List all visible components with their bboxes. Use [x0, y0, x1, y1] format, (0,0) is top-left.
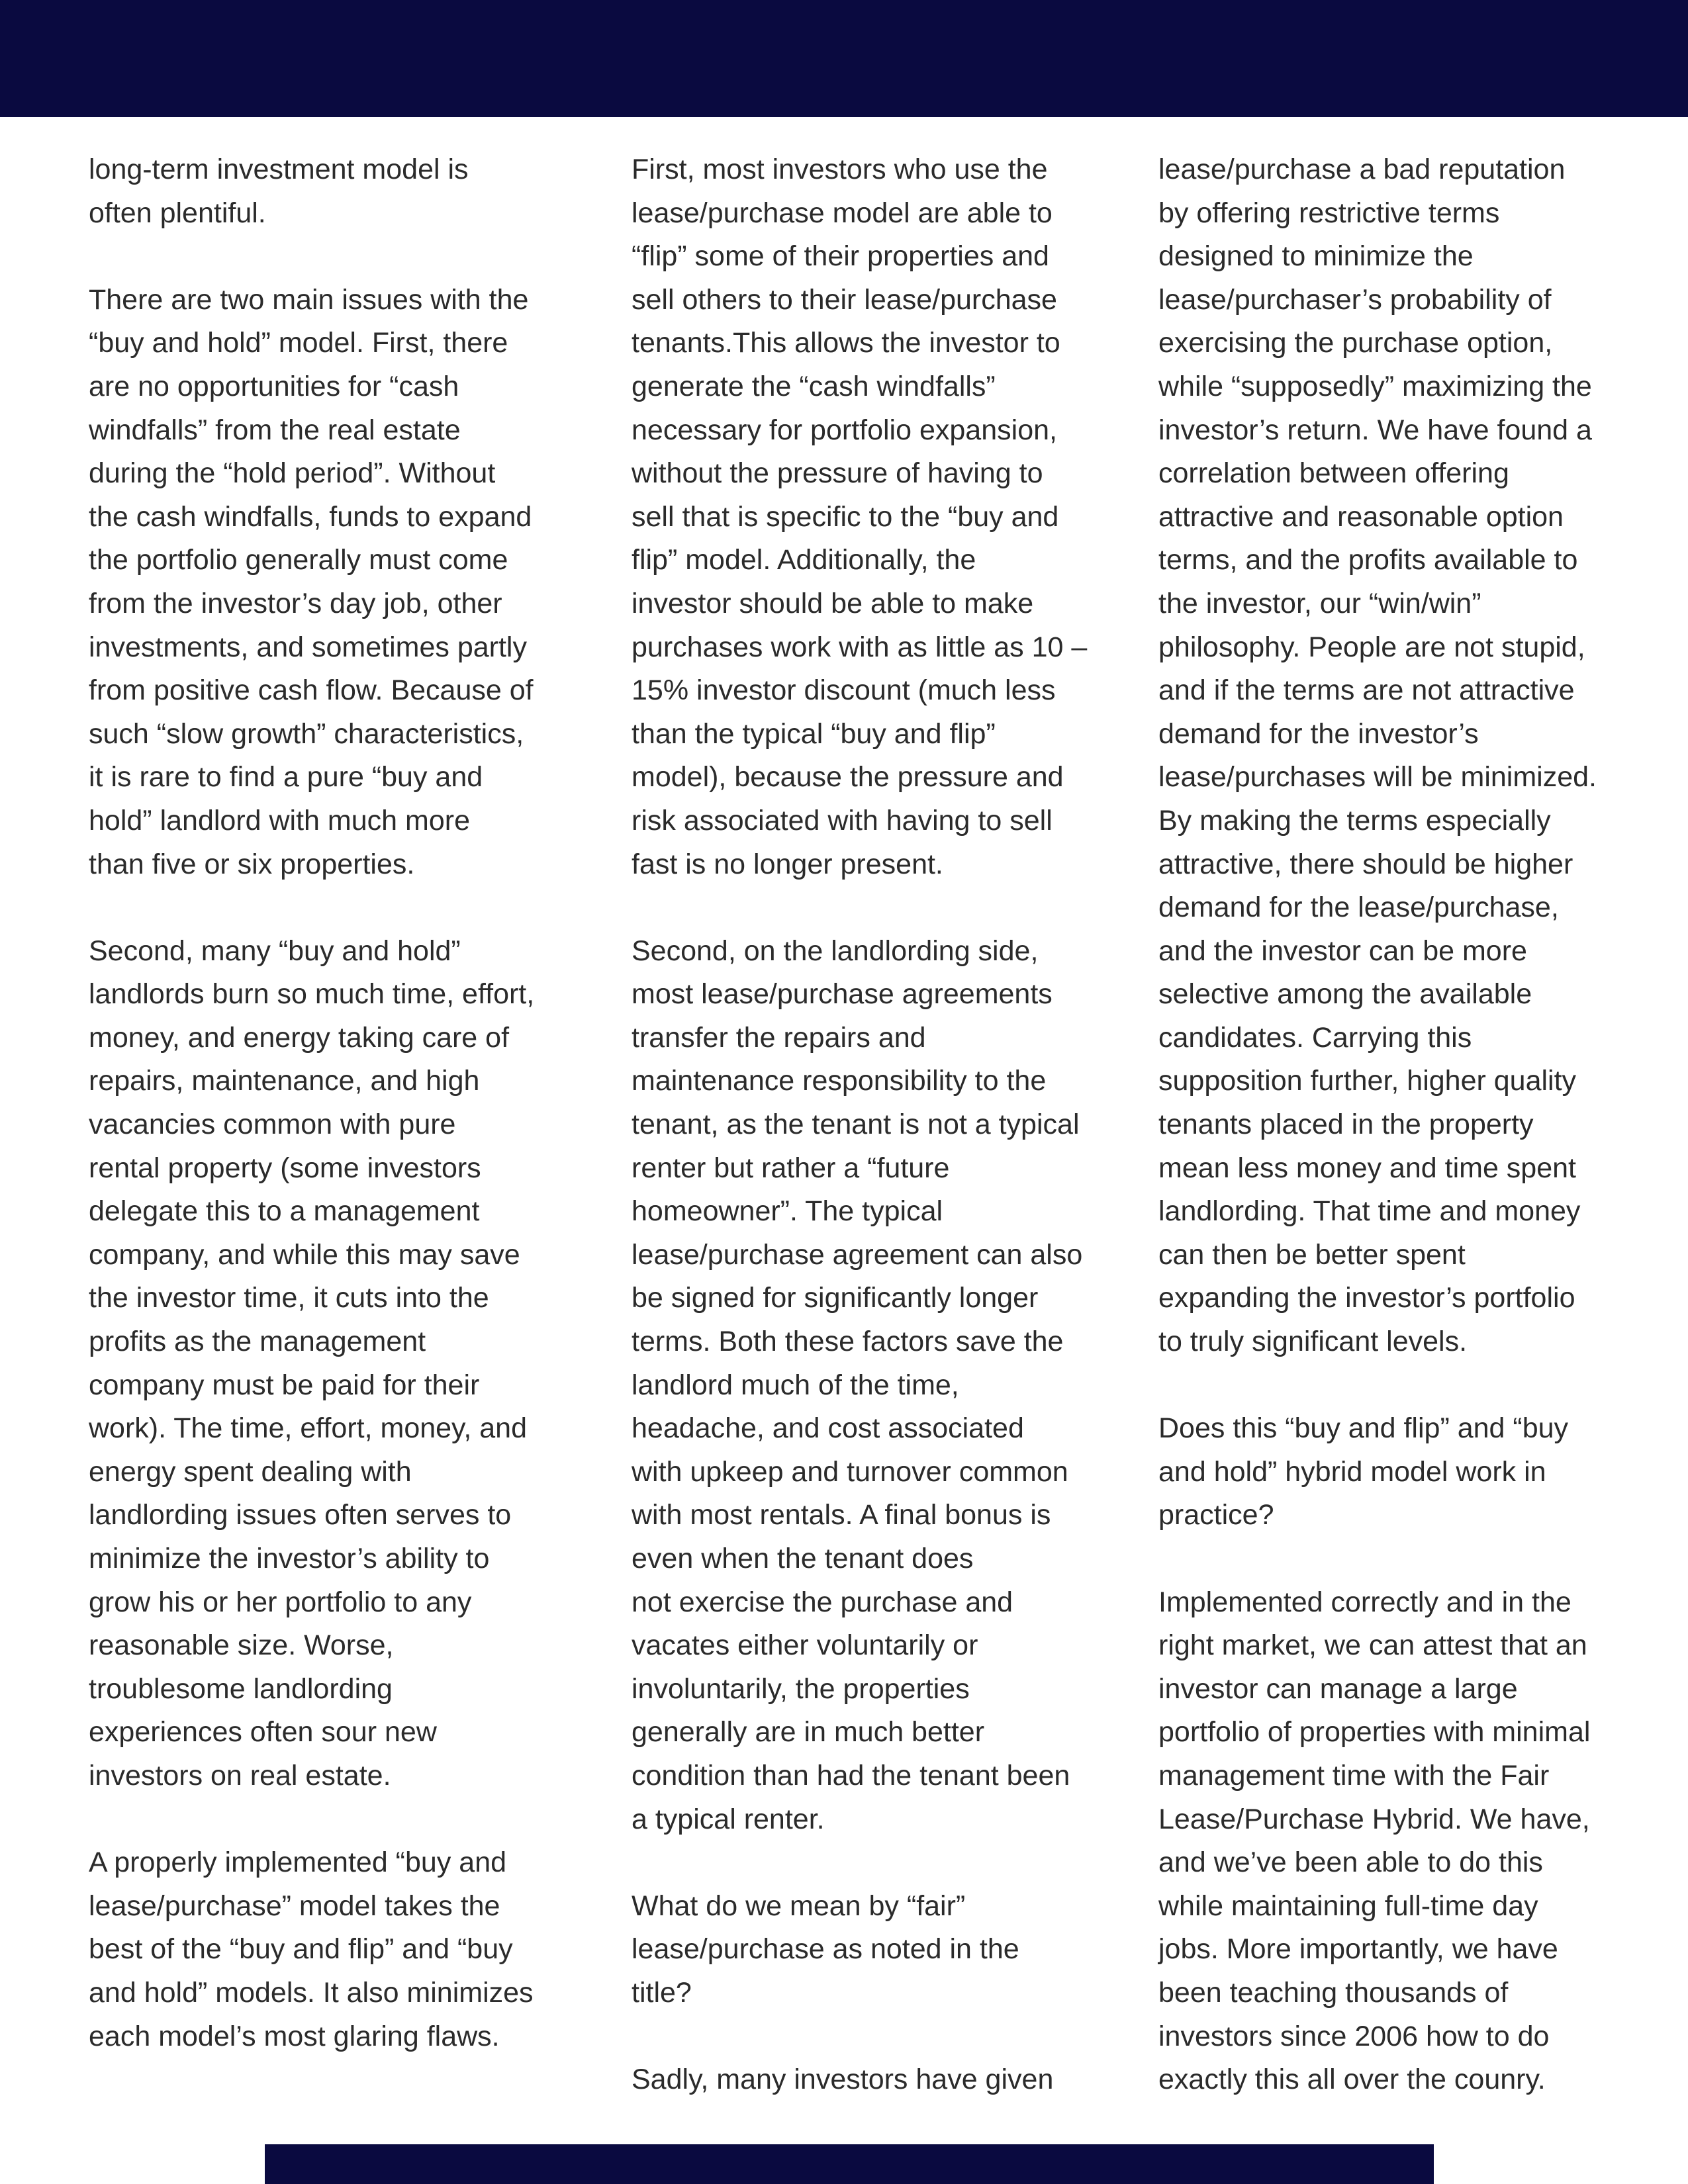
text-line: by offering restrictive terms — [1158, 197, 1500, 229]
paragraph-gap — [1158, 1537, 1597, 1581]
text-line: and we’ve been able to do this — [1158, 1846, 1543, 1879]
text-line: landlords burn so much time, effort, — [89, 978, 535, 1011]
text-line: while maintaining full-time day — [1158, 1889, 1538, 1922]
text-line: homeowner”. The typical — [632, 1195, 943, 1228]
text-line: tenants.This allows the investor to — [632, 327, 1060, 359]
text-column-1 — [89, 148, 534, 2058]
text-line: while “supposedly” maximizing the — [1158, 370, 1592, 402]
text-line: Sadly, many investors have given — [632, 2064, 1054, 2096]
paragraph-gap — [1158, 1364, 1597, 1408]
text-line: purchases work with as little as 10 – — [632, 631, 1088, 663]
text-line: such “slow growth” characteristics, — [89, 717, 524, 750]
text-line: reasonable size. Worse, — [89, 1629, 394, 1662]
text-line: investments, and sometimes partly — [89, 631, 527, 663]
text-line: generate the “cash windfalls” — [632, 370, 996, 402]
text-line: 15% investor discount (much less — [632, 674, 1056, 707]
text-line: tenant, as the tenant is not a typical — [632, 1109, 1080, 1141]
text-line: investor can manage a large — [1158, 1672, 1518, 1705]
paragraph — [632, 1885, 1087, 2015]
text-line: company must be paid for their — [89, 1369, 480, 1401]
text-line: not exercise the purchase and — [632, 1586, 1013, 1618]
text-line: demand for the investor’s — [1158, 717, 1479, 750]
text-line: repairs, maintenance, and high — [89, 1065, 480, 1097]
text-line: rental property (some investors — [89, 1152, 481, 1184]
text-line: to truly significant levels. — [1158, 1326, 1468, 1358]
text-line: money, and energy taking care of — [89, 1021, 510, 1054]
text-line: designed to minimize the — [1158, 240, 1474, 273]
text-line: be signed for significantly longer — [632, 1282, 1039, 1314]
text-line: investors since 2006 how to do — [1158, 2020, 1550, 2052]
text-line: transfer the repairs and — [632, 1021, 926, 1054]
text-line: sell others to their lease/purchase — [632, 283, 1057, 316]
text-line: expanding the investor’s portfolio — [1158, 1282, 1575, 1314]
text-line: and the investor can be more — [1158, 934, 1527, 967]
text-line: involuntarily, the properties — [632, 1672, 970, 1705]
footer-band — [265, 2144, 1434, 2184]
text-line: experiences often sour new — [89, 1716, 437, 1749]
text-line: without the pressure of having to — [632, 457, 1043, 490]
text-line: terms, and the profits available to — [1158, 544, 1578, 576]
text-line: Does this “buy and flip” and “buy — [1158, 1412, 1569, 1445]
text-line: lease/purchase” model takes the — [89, 1889, 500, 1922]
text-line: terms. Both these factors save the — [632, 1326, 1064, 1358]
paragraph — [89, 930, 534, 1798]
paragraph-gap — [89, 1798, 534, 1842]
text-line: can then be better spent — [1158, 1238, 1466, 1271]
text-line: vacancies common with pure — [89, 1109, 456, 1141]
text-line: a typical renter. — [632, 1803, 825, 1835]
text-line: investor should be able to make — [632, 587, 1034, 619]
text-line: the cash windfalls, funds to expand — [89, 500, 532, 533]
text-line: and hold” hybrid model work in — [1158, 1455, 1546, 1488]
text-line: tenants placed in the property — [1158, 1109, 1534, 1141]
text-line: maintenance responsibility to the — [632, 1065, 1047, 1097]
text-line: minimize the investor’s ability to — [89, 1543, 490, 1574]
text-line: been teaching thousands of — [1158, 1976, 1509, 2009]
paragraph — [1158, 1581, 1597, 2102]
text-line: even when the tenant does — [632, 1543, 974, 1574]
paragraph — [632, 2058, 1087, 2102]
text-line: attractive, there should be higher — [1158, 848, 1573, 880]
text-line: work). The time, effort, money, and — [89, 1412, 528, 1445]
text-line: with upkeep and turnover common — [632, 1455, 1068, 1488]
header-band — [0, 0, 1688, 117]
paragraph-gap — [632, 2015, 1087, 2059]
text-line: title? — [632, 1976, 692, 2009]
text-line: What do we mean by “fair” — [632, 1889, 966, 1922]
text-line: long-term investment model is — [89, 154, 469, 185]
paragraph — [1158, 148, 1597, 1364]
text-line: energy spent dealing with — [89, 1455, 412, 1488]
text-line: from the investor’s day job, other — [89, 587, 502, 619]
text-line: A properly implemented “buy and — [89, 1846, 507, 1879]
text-line: fast is no longer present. — [632, 848, 943, 880]
text-line: windfalls” from the real estate — [89, 414, 461, 446]
text-line: often plentiful. — [89, 197, 266, 229]
text-line: jobs. More importantly, we have — [1158, 1933, 1558, 1966]
text-line: investors on real estate. — [89, 1759, 391, 1792]
paragraph-gap — [89, 235, 534, 279]
text-line: profits as the management — [89, 1326, 426, 1358]
paragraph-gap — [632, 1841, 1087, 1885]
text-line: “flip” some of their properties and — [632, 240, 1049, 273]
text-line: lease/purchase as noted in the — [632, 1933, 1019, 1966]
text-line: headache, and cost associated — [632, 1412, 1024, 1445]
text-line: lease/purchase model are able to — [632, 197, 1053, 229]
text-line: necessary for portfolio expansion, — [632, 414, 1057, 446]
paragraph — [89, 1841, 534, 2058]
paragraph — [632, 148, 1087, 886]
text-line: practice? — [1158, 1499, 1274, 1531]
text-line: management time with the Fair — [1158, 1759, 1550, 1792]
text-line: mean less money and time spent — [1158, 1152, 1576, 1184]
text-line: hold” landlord with much more — [89, 804, 470, 837]
text-line: portfolio of properties with minimal — [1158, 1716, 1591, 1749]
text-line: First, most investors who use the — [632, 154, 1048, 185]
text-line: flip” model. Additionally, the — [632, 544, 976, 576]
text-line: during the “hold period”. Without — [89, 457, 496, 490]
paragraph — [632, 930, 1087, 1841]
text-line: best of the “buy and flip” and “buy — [89, 1933, 513, 1966]
text-line: Second, many “buy and hold” — [89, 934, 461, 967]
text-line: landlording issues often serves to — [89, 1499, 512, 1531]
text-line: and if the terms are not attractive — [1158, 674, 1575, 707]
text-line: philosophy. People are not stupid, — [1158, 631, 1585, 663]
paragraph — [89, 279, 534, 886]
text-line: “buy and hold” model. First, there — [89, 327, 508, 359]
text-line: most lease/purchase agreements — [632, 978, 1053, 1011]
text-line: selective among the available — [1158, 978, 1532, 1011]
text-line: are no opportunities for “cash — [89, 370, 459, 402]
text-line: correlation between offering — [1158, 457, 1509, 490]
paragraph — [1158, 1407, 1597, 1537]
text-line: each model’s most glaring flaws. — [89, 2020, 500, 2052]
text-line: delegate this to a management — [89, 1195, 480, 1228]
paragraph-gap — [89, 886, 534, 930]
text-line: demand for the lease/purchase, — [1158, 891, 1559, 924]
text-line: investor’s return. We have found a — [1158, 414, 1592, 446]
text-column-3 — [1158, 148, 1597, 2102]
text-line: from positive cash flow. Because of — [89, 674, 534, 707]
text-line: lease/purchases will be minimized. — [1158, 761, 1597, 794]
text-line: and hold” models. It also minimizes — [89, 1976, 534, 2009]
text-line: vacates either voluntarily or — [632, 1629, 978, 1662]
text-line: grow his or her portfolio to any — [89, 1586, 472, 1618]
text-line: troublesome landlording — [89, 1672, 393, 1705]
text-line: exercising the purchase option, — [1158, 327, 1553, 359]
text-line: landlord much of the time, — [632, 1369, 959, 1401]
text-line: lease/purchase a bad reputation — [1158, 154, 1566, 185]
text-line: the investor, our “win/win” — [1158, 587, 1481, 619]
text-line: landlording. That time and money — [1158, 1195, 1581, 1228]
text-line: model), because the pressure and — [632, 761, 1064, 794]
text-line: attractive and reasonable option — [1158, 500, 1564, 533]
text-column-2 — [632, 148, 1087, 2102]
text-line: than the typical “buy and flip” — [632, 717, 996, 750]
text-line: the portfolio generally must come — [89, 544, 508, 576]
text-line: sell that is specific to the “buy and — [632, 500, 1059, 533]
text-line: exactly this all over the counry. — [1158, 2064, 1546, 2096]
text-line: than five or six properties. — [89, 848, 415, 880]
text-line: By making the terms especially — [1158, 804, 1551, 837]
text-line: with most rentals. A final bonus is — [632, 1499, 1051, 1531]
text-line: supposition further, higher quality — [1158, 1065, 1577, 1097]
paragraph-gap — [632, 886, 1087, 930]
text-line: Implemented correctly and in the — [1158, 1586, 1571, 1618]
text-line: risk associated with having to sell — [632, 804, 1053, 837]
text-line: generally are in much better — [632, 1716, 985, 1749]
text-line: company, and while this may save — [89, 1238, 520, 1271]
text-line: candidates. Carrying this — [1158, 1021, 1472, 1054]
text-line: it is rare to find a pure “buy and — [89, 761, 483, 794]
text-line: Second, on the landlording side, — [632, 934, 1039, 967]
text-line: lease/purchaser’s probability of — [1158, 283, 1552, 316]
text-line: condition than had the tenant been — [632, 1759, 1070, 1792]
text-line: renter but rather a “future — [632, 1152, 950, 1184]
text-line: Lease/Purchase Hybrid. We have, — [1158, 1803, 1590, 1835]
paragraph — [89, 148, 534, 235]
text-line: the investor time, it cuts into the — [89, 1282, 489, 1314]
text-line: lease/purchase agreement can also — [632, 1238, 1083, 1271]
text-line: right market, we can attest that an — [1158, 1629, 1587, 1662]
text-line: There are two main issues with the — [89, 283, 529, 316]
